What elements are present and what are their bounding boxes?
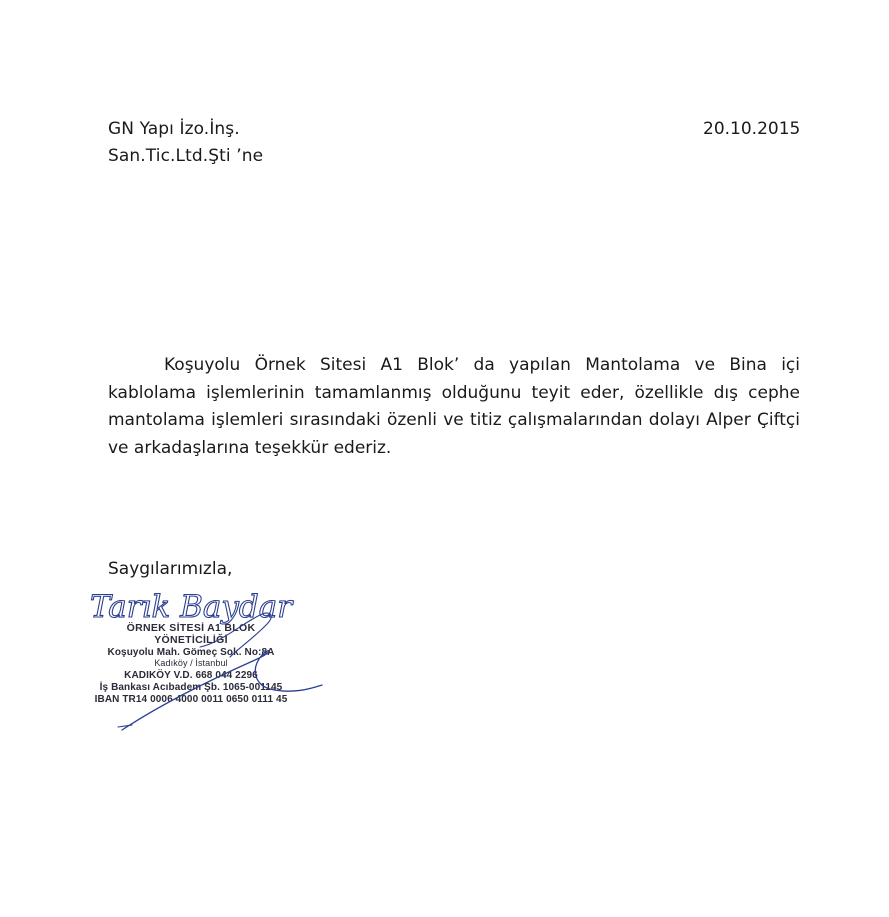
letter-body: Koşuyolu Örnek Sitesi A1 Blok’ da yapılan Mantolama ve Bina içi kablolama işlemlerinin tamamlanmış olduğunu teyit eder, özellikle dış cephe mantolama işlemleri sırasındaki özenli ve titiz çalışmalarından dolayı Alper Çiftçi ve arkadaşlarına teşekkür ederiz. <box>108 355 800 458</box>
stamp-line-3: Koşuyolu Mah. Gömeç Sok. No:8A <box>107 646 275 658</box>
recipient-address <box>108 116 263 170</box>
closing-salutation: Saygılarımızla, <box>108 559 233 579</box>
stamp-line-4: Kadıköy / İstanbul <box>154 658 228 669</box>
signature-stroke-3 <box>118 725 132 727</box>
letter-date: 20.10.2015 <box>703 119 801 139</box>
company-stamp <box>66 623 316 706</box>
stamp-line-5: KADIKÖY V.D. 668 044 2296 <box>124 670 258 682</box>
stamp-line-1: ÖRNEK SİTESİ A1 BLOK <box>126 622 256 634</box>
stamp-line-7: IBAN TR14 0006 4000 0011 0650 0111 45 <box>94 693 288 705</box>
signature-name: Tarık Baydar <box>90 589 293 625</box>
stamp-line-2: YÖNETİCİLİĞİ <box>154 633 228 646</box>
recipient-line-1: GN Yapı İzo.İnş. <box>108 119 240 139</box>
recipient-line-2: San.Tic.Ltd.Şti ’ne <box>108 146 264 166</box>
stamp-line-6: İş Bankası Acıbadem Şb. 1065-001145 <box>99 681 283 693</box>
